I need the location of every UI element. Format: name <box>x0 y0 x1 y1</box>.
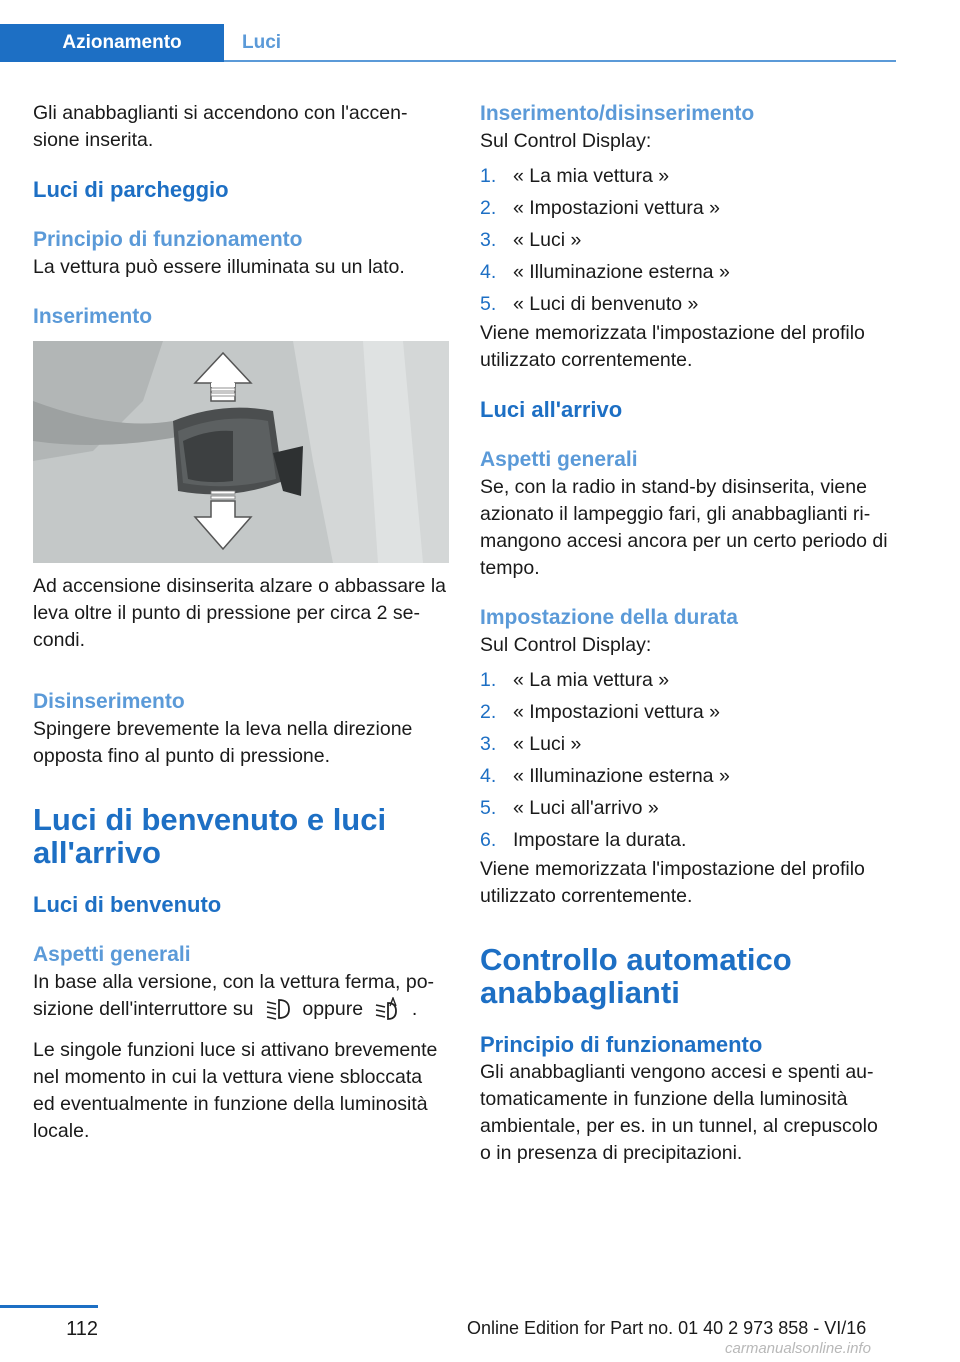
single-functions-text: nel momento in cui la vettura viene sbloccata <box>33 1066 423 1088</box>
arrival-text: Se, con la radio in stand-by disinserita, viene <box>480 476 867 498</box>
step-text: « Impostazioni vettura » <box>513 197 721 219</box>
intro-line: sione inserita. <box>33 129 154 151</box>
step-number: 5. <box>480 293 497 315</box>
steps-list-arrival <box>480 664 896 856</box>
list-item <box>480 256 896 288</box>
switch-off-text: opposta fino al punto di pressione. <box>33 745 331 767</box>
single-functions-text: Le singole funzioni luce si attivano brevemente <box>33 1039 438 1061</box>
step-text: « La mia vettura » <box>513 669 670 691</box>
page-number: 112 <box>66 1318 98 1340</box>
heading-on-off: Inserimento/disinserimento <box>480 102 755 125</box>
saved-note: Viene memorizzata l'impostazione del profilo <box>480 322 865 344</box>
step-text: « Luci all'arrivo » <box>513 797 659 819</box>
heading-general: Aspetti generali <box>480 448 638 471</box>
heading-auto-low-beam: anabbaglianti <box>480 975 680 1010</box>
heading-welcome-arrival: Luci di benvenuto e luci <box>33 802 387 837</box>
heading-arrival-lights: Luci all'arrivo <box>480 397 623 422</box>
auto-text: Gli anabbaglianti vengono accesi e spenti au- <box>480 1061 874 1083</box>
low-beam-icon <box>265 997 291 1029</box>
list-item <box>480 792 896 824</box>
heading-auto-low-beam: Controllo automatico <box>480 942 792 977</box>
general-text <box>33 996 449 1029</box>
switch-off-text: Spingere brevemente la leva nella direzione <box>33 718 413 740</box>
breadcrumb-section[interactable]: Luci <box>242 32 282 53</box>
general-text-part: . <box>411 998 418 1020</box>
step-number: 4. <box>480 765 497 787</box>
auto-text: tomaticamente in funzione della luminosità <box>480 1088 848 1110</box>
step-text: « Luci » <box>513 229 582 251</box>
list-item <box>480 760 896 792</box>
right-column <box>480 100 896 1167</box>
single-functions-text: locale. <box>33 1120 90 1142</box>
list-item <box>480 160 896 192</box>
heading-parking-lights: Luci di parcheggio <box>33 177 229 202</box>
step-number: 4. <box>480 261 497 283</box>
step-text: « Illuminazione esterna » <box>513 261 730 283</box>
watermark: carmanualsonline.info <box>725 1340 871 1357</box>
heading-principle: Principio di funzionamento <box>33 228 303 251</box>
header-divider <box>224 60 896 62</box>
step-text: « Luci di benvenuto » <box>513 293 699 315</box>
heading-welcome-lights: Luci di benvenuto <box>33 892 222 917</box>
lever-illustration-svg <box>33 341 449 563</box>
step-number: 1. <box>480 165 497 187</box>
steps-list-welcome <box>480 160 896 320</box>
single-functions-text: ed eventualmente in funzione della luminosità <box>33 1093 428 1115</box>
footer-divider <box>0 1305 98 1308</box>
auto-headlight-icon <box>374 997 400 1029</box>
step-number: 6. <box>480 829 497 851</box>
control-display-text: Sul Control Display: <box>480 634 652 656</box>
list-item <box>480 696 896 728</box>
heading-welcome-arrival: all'arrivo <box>33 835 161 870</box>
control-display-text: Sul Control Display: <box>480 130 652 152</box>
edition-text: Online Edition for Part no. 01 40 2 973 858 - VI/16 <box>467 1318 867 1338</box>
step-number: 5. <box>480 797 497 819</box>
step-text: « Luci » <box>513 733 582 755</box>
heading-switch-off: Disinserimento <box>33 690 185 713</box>
lever-illustration <box>33 341 449 563</box>
switch-on-text: condi. <box>33 629 86 651</box>
general-text-part: sizione dell'interruttore su <box>33 998 254 1020</box>
arrival-text: tempo. <box>480 557 540 579</box>
general-text: In base alla versione, con la vettura ferma, po- <box>33 971 435 993</box>
step-text: « Impostazioni vettura » <box>513 701 721 723</box>
heading-principle: Principio di funzionamento <box>480 1032 763 1057</box>
list-item <box>480 224 896 256</box>
list-item <box>480 728 896 760</box>
list-item <box>480 824 896 856</box>
saved-note: Viene memorizzata l'impostazione del profilo <box>480 858 865 880</box>
arrival-text: mangono accesi ancora per un certo periodo di <box>480 530 888 552</box>
step-number: 3. <box>480 229 497 251</box>
list-item <box>480 664 896 696</box>
list-item <box>480 288 896 320</box>
principle-text: La vettura può essere illuminata su un lato. <box>33 256 405 278</box>
step-text: Impostare la durata. <box>513 829 687 851</box>
step-number: 2. <box>480 197 497 219</box>
switch-on-text: leva oltre il punto di pressione per circa 2 se- <box>33 602 420 624</box>
breadcrumb-chapter[interactable]: Azionamento <box>0 24 224 62</box>
step-text: « La mia vettura » <box>513 165 670 187</box>
auto-text: ambientale, per es. in un tunnel, al crepuscolo <box>480 1115 878 1137</box>
left-column <box>33 100 449 1145</box>
general-text-part: oppure <box>302 998 364 1020</box>
switch-on-text: Ad accensione disinserita alzare o abbassare la <box>33 575 446 597</box>
heading-duration: Impostazione della durata <box>480 606 738 629</box>
step-number: 3. <box>480 733 497 755</box>
heading-switch-on: Inserimento <box>33 305 153 328</box>
arrival-text: azionato il lampeggio fari, gli anabbaglianti ri- <box>480 503 871 525</box>
header-bar <box>0 0 960 62</box>
saved-note: utilizzato correntemente. <box>480 349 693 371</box>
auto-text: o in presenza di precipitazioni. <box>480 1142 743 1164</box>
intro-line: Gli anabbaglianti si accendono con l'accen- <box>33 102 408 124</box>
step-text: « Illuminazione esterna » <box>513 765 730 787</box>
step-number: 2. <box>480 701 497 723</box>
step-number: 1. <box>480 669 497 691</box>
heading-general: Aspetti generali <box>33 943 191 966</box>
saved-note: utilizzato correntemente. <box>480 885 693 907</box>
list-item <box>480 192 896 224</box>
